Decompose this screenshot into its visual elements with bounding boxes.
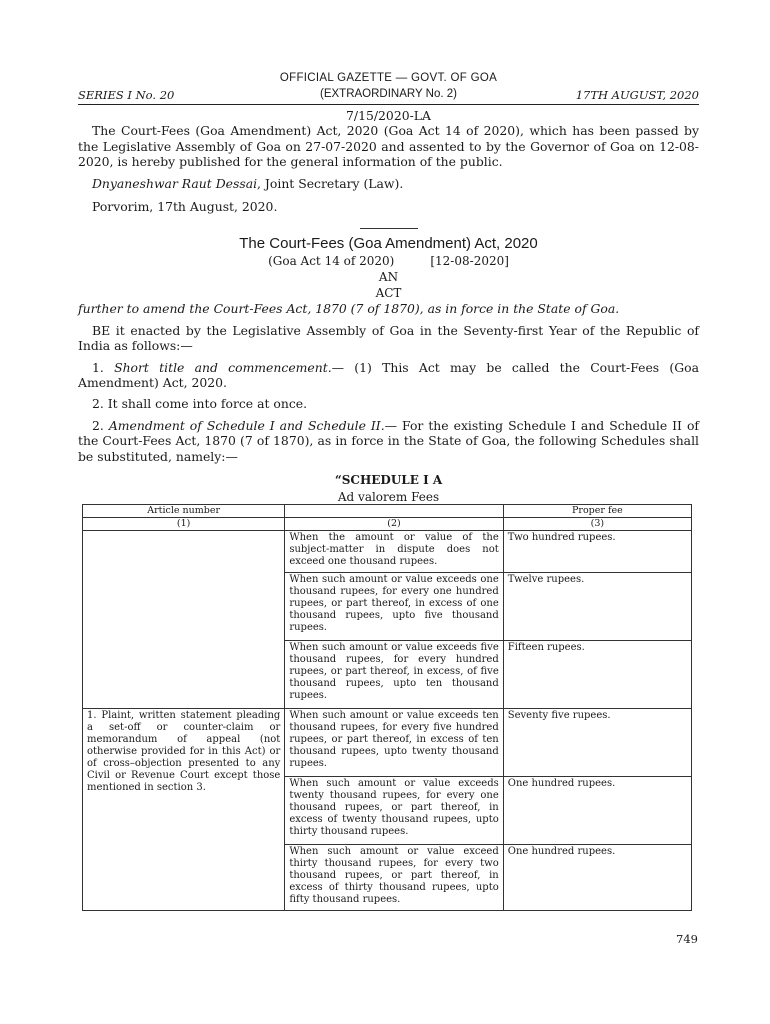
notice-paragraph: The Court-Fees (Goa Amendment) Act, 2020 (Goa Act 14 of 2020), which has been passed by the Legislative Assembly of Goa on 27-07-2020 and assented to by the Governor of Goa on 12-08-2020, is hereby published for the general information of the public.	[78, 123, 699, 170]
notice-reference: 7/15/2020-LA	[346, 108, 431, 123]
act-title: The Court-Fees (Goa Amendment) Act, 2020	[239, 235, 538, 253]
col-header-article: Article number	[83, 505, 285, 518]
col-header-description	[285, 505, 503, 518]
row-description: When such amount or value exceeds five thousand rupees, for every hundred rupees, or part thereof, in excess, of five thousand rupees, upto ten thousand rupees.	[285, 641, 503, 709]
schedule-heading: “SCHEDULE I A	[334, 473, 443, 488]
act-date: [12-08-2020]	[430, 254, 509, 269]
section-divider	[78, 220, 699, 230]
place-date: Porvorim, 17th August, 2020.	[92, 199, 278, 215]
section-1	[78, 360, 699, 391]
row-description: When such amount or value exceeds twenty thousand rupees, for every one thousand rupees, or part thereof, in excess of twenty thousand rupees, upto thirty thousand rupees.	[285, 777, 503, 845]
row-description: When such amount or value exceed thirty thousand rupees, for every two thousand rupees, or part thereof, in excess of thirty thousand rupees, upto fifty thousand rupees.	[285, 845, 503, 911]
act-act: ACT	[375, 286, 402, 301]
row-fee: One hundred rupees.	[503, 845, 691, 911]
section-1-heading: Short title and commencement.	[114, 359, 332, 375]
document-body	[78, 108, 699, 505]
header-divider	[78, 104, 699, 105]
act-number-line	[78, 253, 699, 269]
signatory-name: Dnyaneshwar Raut Dessai	[92, 175, 258, 191]
article-cell-empty	[83, 531, 285, 573]
table-row	[83, 531, 692, 573]
col-number-1: (1)	[83, 518, 285, 531]
section-1-number: 1.	[92, 359, 104, 375]
row-fee: Seventy five rupees.	[503, 709, 691, 777]
article-cell-empty	[83, 641, 285, 709]
gazette-title: OFFICIAL GAZETTE — GOVT. OF GOA	[279, 72, 498, 84]
section-1-text: — (1) This Act may be called the Court-Fees (Goa Amendment) Act, 2020.	[78, 359, 699, 391]
act-number: (Goa Act 14 of 2020)	[268, 254, 395, 269]
gazette-series: SERIES I No. 20	[78, 88, 175, 102]
row-description: When such amount or value exceeds one thousand rupees, for every one hundred rupees, or part thereof, in excess of one thousand rupees, upto five thousand rupees.	[285, 573, 503, 641]
gazette-date: 17TH AUGUST, 2020	[575, 88, 699, 102]
row-fee: Fifteen rupees.	[503, 641, 691, 709]
article-description: 1. Plaint, written statement pleading a set-off or counter-claim or memorandum of appeal (not otherwise provided for in this Act) or of cross–objection presented to any Civil or Revenue Court except those mentioned in section 3.	[83, 709, 285, 911]
act-preamble: further to amend the Court-Fees Act, 1870 (7 of 1870), as in force in the State of Goa.	[78, 301, 620, 317]
gazette-header-row	[78, 88, 699, 104]
section-1-2: 2. It shall come into force at once.	[92, 396, 308, 412]
row-description: When the amount or value of the subject-matter in dispute does not exceed one thousand rupees.	[285, 531, 503, 573]
signatory	[78, 176, 699, 191]
col-header-fee: Proper fee	[503, 505, 691, 518]
col-number-3: (3)	[503, 518, 691, 531]
section-2-number: 2.	[92, 417, 104, 433]
table-row	[83, 709, 692, 777]
schedule-subheading: Ad valorem Fees	[337, 490, 440, 505]
col-number-2: (2)	[285, 518, 503, 531]
table-number-row	[83, 518, 692, 531]
section-2-text: — For the existing Schedule I and Schedule II of the Court-Fees Act, 1870 (7 of 1870), as in force in the State of Goa, the following Schedules shall be substituted, namely:—	[78, 417, 699, 464]
row-description: When such amount or value exceeds ten thousand rupees, for every five hundred rupees, or part thereof, in excess of ten thousand rupees, upto twenty thousand rupees.	[285, 709, 503, 777]
table-header-row	[83, 505, 692, 518]
section-2	[78, 418, 699, 464]
act-an: AN	[378, 270, 399, 285]
enactment-clause: BE it enacted by the Legislative Assembly of Goa in the Seventy-first Year of the Republic of India as follows:—	[78, 322, 699, 354]
section-2-heading: Amendment of Schedule I and Schedule II.	[108, 417, 385, 433]
table-row	[83, 573, 692, 641]
gazette-edition: (EXTRAORDINARY No. 2)	[320, 88, 457, 100]
article-cell-empty	[83, 573, 285, 641]
row-fee: One hundred rupees.	[503, 777, 691, 845]
row-fee: Two hundred rupees.	[503, 531, 691, 573]
row-fee: Twelve rupees.	[503, 573, 691, 641]
signatory-title: , Joint Secretary (Law).	[257, 175, 404, 191]
page-number: 749	[676, 932, 698, 946]
table-row	[83, 641, 692, 709]
schedule-table	[82, 504, 692, 911]
